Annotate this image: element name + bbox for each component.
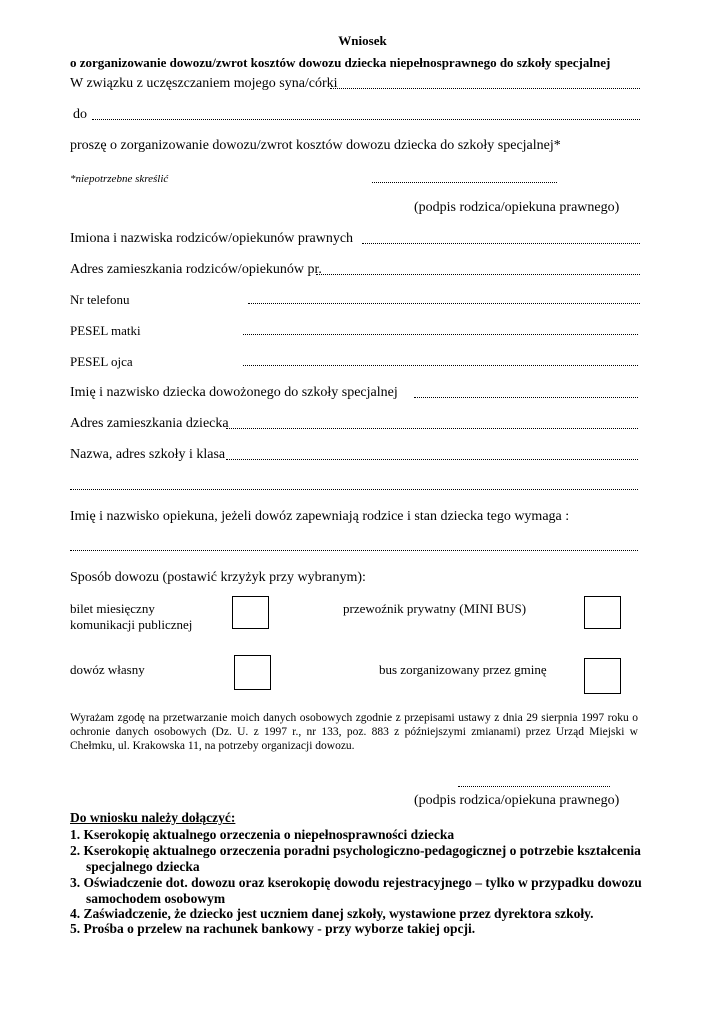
option-own-transport-label: dowóz własny bbox=[70, 662, 145, 677]
checkbox-commune-bus[interactable] bbox=[584, 658, 621, 694]
attachment-item-2-cont: specjalnego dziecka bbox=[86, 859, 200, 874]
intro-line-2: do bbox=[73, 107, 87, 122]
pesel-mother-label: PESEL matki bbox=[70, 323, 141, 338]
school-label: Nazwa, adres szkoły i klasa bbox=[70, 447, 226, 462]
parents-names-field[interactable] bbox=[362, 233, 640, 244]
signature-2-fill-line[interactable] bbox=[458, 776, 610, 787]
child-name-label: Imię i nazwisko dziecka dowożonego do szkoły specjalnej bbox=[70, 385, 398, 400]
child-name-fill-line[interactable] bbox=[330, 78, 640, 89]
phone-field[interactable] bbox=[248, 293, 640, 304]
intro-line-1: W związku z uczęszczaniem mojego syna/córki bbox=[70, 76, 338, 91]
phone-label: Nr telefonu bbox=[70, 292, 130, 307]
pesel-mother-field[interactable] bbox=[243, 324, 638, 335]
guardian-label: Imię i nazwisko opiekuna, jeżeli dowóz zapewniają rodzice i stan dziecka tego wymaga : bbox=[70, 509, 570, 524]
attachment-item-4: 4. Zaświadczenie, że dziecko jest uczniem danej szkoły, wystawione przez dyrektora szkoły. bbox=[70, 906, 594, 921]
school-fill-line[interactable] bbox=[92, 109, 640, 120]
child-address-field[interactable] bbox=[226, 418, 638, 429]
child-address-label: Adres zamieszkania dziecka bbox=[70, 416, 229, 431]
option-commune-bus-label: bus zorganizowany przez gminę bbox=[379, 662, 547, 677]
parents-address-field[interactable] bbox=[316, 264, 640, 275]
pesel-father-field[interactable] bbox=[243, 355, 638, 366]
guardian-field[interactable] bbox=[70, 540, 638, 551]
attachment-item-3: 3. Oświadczenie dot. dowozu oraz kserokopię dowodu rejestracyjnego – tylko w przypadku dowozu bbox=[70, 875, 642, 890]
checkbox-monthly-ticket[interactable] bbox=[232, 596, 269, 629]
attachment-item-5: 5. Prośba o przelew na rachunek bankowy - przy wyborze takiej opcji. bbox=[70, 921, 476, 936]
attachment-item-2: 2. Kserokopię aktualnego orzeczenia poradni psychologiczno-pedagogicznej o potrzebie kształcenia bbox=[70, 843, 641, 858]
school-field[interactable] bbox=[226, 449, 638, 460]
pesel-father-label: PESEL ojca bbox=[70, 354, 133, 369]
footnote: *niepotrzebne skreślić bbox=[70, 173, 169, 185]
consent-text: Wyrażam zgodę na przetwarzanie moich danych osobowych zgodnie z przepisami ustawy z dnia 29 sierpnia 1997 roku o ochronie danych osobowych (Dz. U. z 1997 r., nr 133, poz. 883 z późniejszymi zmianami) przez Urząd Miejski w Chełmku, ul. Krakowska 11, na potrzeby organizacji dowozu. bbox=[70, 712, 638, 752]
document-subtitle: o zorganizowanie dowozu/zwrot kosztów dowozu dziecka niepełnosprawnego do szkoły specjalnej bbox=[70, 55, 611, 70]
school-field-continuation[interactable] bbox=[70, 479, 638, 490]
option-monthly-ticket-label-2: komunikacji publicznej bbox=[70, 617, 193, 632]
transport-heading: Sposób dowozu (postawić krzyżyk przy wybranym): bbox=[70, 570, 366, 585]
intro-line-3: proszę o zorganizowanie dowozu/zwrot kosztów dowozu dziecka do szkoły specjalnej* bbox=[70, 138, 561, 153]
attachment-item-3-cont: samochodem osobowym bbox=[86, 891, 226, 906]
checkbox-private-carrier[interactable] bbox=[584, 596, 621, 629]
option-monthly-ticket-label-1: bilet miesięczny bbox=[70, 601, 155, 616]
signature-2-label: (podpis rodzica/opiekuna prawnego) bbox=[414, 793, 620, 808]
attachments-heading: Do wniosku należy dołączyć: bbox=[70, 810, 236, 825]
signature-fill-line[interactable] bbox=[372, 172, 557, 183]
document-title: Wniosek bbox=[338, 33, 387, 48]
option-private-carrier-label: przewoźnik prywatny (MINI BUS) bbox=[343, 601, 527, 616]
parents-address-label: Adres zamieszkania rodziców/opiekunów pr. bbox=[70, 262, 322, 277]
parents-names-label: Imiona i nazwiska rodziców/opiekunów prawnych bbox=[70, 231, 354, 246]
signature-label: (podpis rodzica/opiekuna prawnego) bbox=[414, 200, 620, 215]
attachment-item-1: 1. Kserokopię aktualnego orzeczenia o niepełnosprawności dziecka bbox=[70, 827, 455, 842]
child-name-field[interactable] bbox=[414, 387, 638, 398]
checkbox-own-transport[interactable] bbox=[234, 655, 271, 690]
